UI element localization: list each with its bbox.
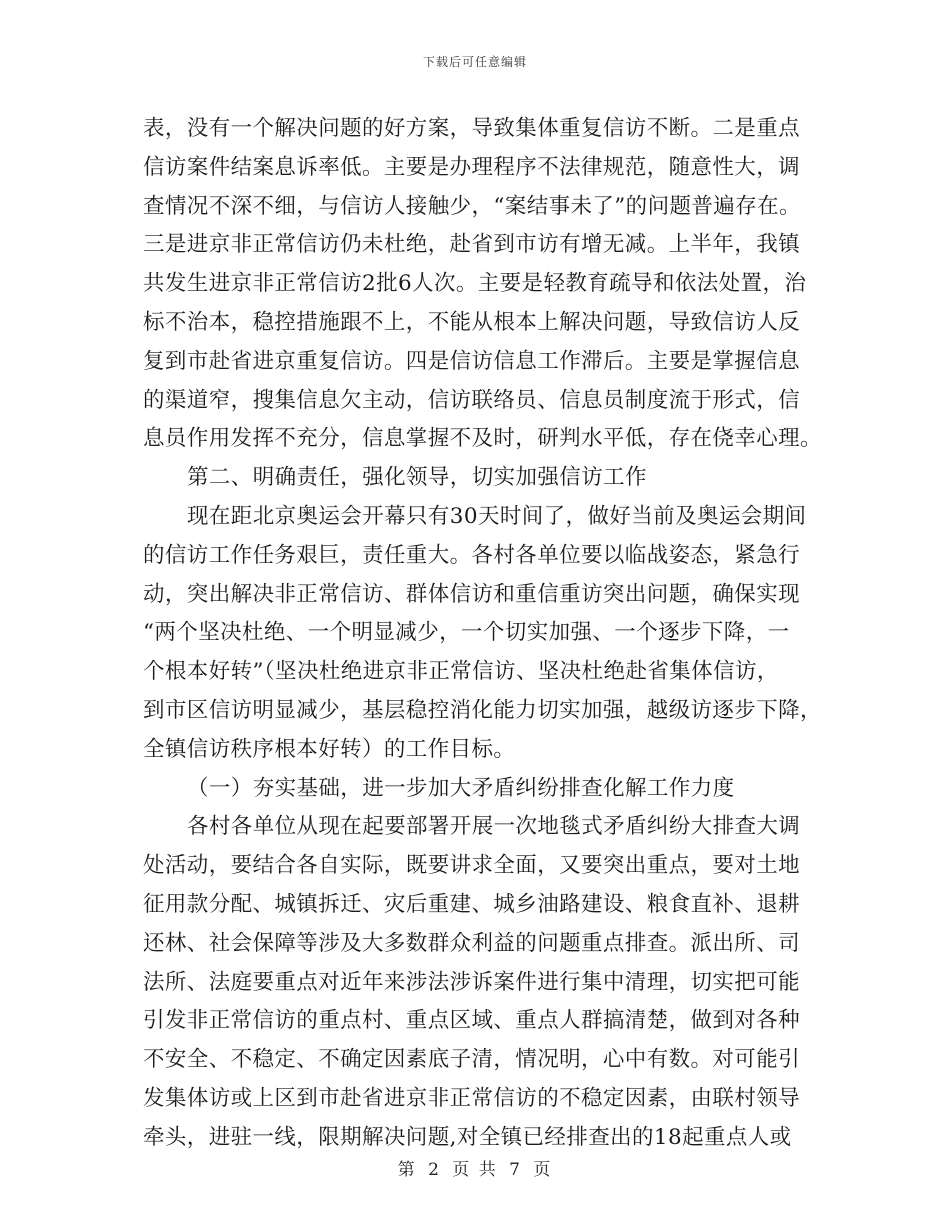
paragraph-line: 查情况不深不细，与信访人接触少，“案结事未了”的问题普遍存在。: [143, 193, 801, 219]
paragraph-line: 的信访工作任务艰巨，责任重大。各村各单位要以临战姿态，紧急行: [143, 542, 801, 568]
paragraph-line: 共发生进京非正常信访2批6人次。主要是轻教育疏导和依法处置，治: [143, 271, 807, 297]
page-total: 7: [509, 1160, 522, 1180]
paragraph-line: 到市区信访明显减少，基层稳控消化能力切实加强，越级访逐步下降，: [143, 697, 822, 723]
page-label-prefix: 第: [397, 1160, 417, 1180]
document-body: [143, 110, 822, 1158]
paragraph-line: 现在距北京奥运会开幕只有30天时间了，做好当前及奥运会期间: [187, 503, 807, 529]
page-footer: [0, 1155, 950, 1180]
page-label-suffix: 页: [533, 1160, 553, 1180]
paragraph-line: 发集体访或上区到市赴省进京非正常信访的不稳定因素，由联村领导: [143, 1085, 801, 1111]
paragraph-line: 征用款分配、城镇拆迁、灾后重建、城乡油路建设、粮食直补、退耕: [143, 891, 801, 917]
paragraph-line: “两个坚决杜绝、一个明显减少，一个切实加强、一个逐步下降，一: [143, 620, 790, 646]
subsection-heading: （一）夯实基础，进一步加大矛盾纠纷排查化解工作力度: [187, 775, 735, 801]
paragraph-line: 各村各单位从现在起要部署开展一次地毯式矛盾纠纷大排查大调: [187, 814, 801, 840]
paragraph-line: 还林、社会保障等涉及大多数群众利益的问题重点排查。派出所、司: [143, 930, 801, 956]
paragraph-line: 三是进京非正常信访仍未杜绝，赴省到市访有增无减。上半年，我镇: [143, 232, 801, 258]
paragraph-line: 复到市赴省进京重复信访。四是信访信息工作滞后。主要是掌握信息: [143, 348, 801, 374]
paragraph-line: 标不治本，稳控措施跟不上，不能从根本上解决问题，导致信访人反: [143, 309, 801, 335]
paragraph-line: 引发非正常信访的重点村、重点区域、重点人群搞清楚，做到对各种: [143, 1008, 801, 1034]
paragraph-line: 牵头，进驻一线，限期解决问题,对全镇已经排查出的18起重点人或: [143, 1124, 792, 1150]
page-current: 2: [428, 1160, 441, 1180]
header-note: 下载后可任意编辑: [422, 55, 527, 69]
paragraph-line: 息员作用发挥不充分，信息掌握不及时，研判水平低，存在侥幸心理。: [143, 426, 822, 452]
paragraph-line: 法所、法庭要重点对近年来涉法涉诉案件进行集中清理，切实把可能: [143, 969, 801, 995]
paragraph-line: 不安全、不稳定、不确定因素底子清，情况明，心中有数。对可能引: [143, 1047, 801, 1073]
page-label-middle: 页 共: [452, 1160, 498, 1180]
paragraph-line: 处活动，要结合各自实际，既要讲求全面，又要突出重点，要对土地: [143, 853, 801, 879]
paragraph-line: 信访案件结案息诉率低。主要是办理程序不法律规范，随意性大，调: [143, 154, 801, 180]
paragraph-line: 表，没有一个解决问题的好方案，导致集体重复信访不断。二是重点: [143, 116, 801, 141]
paragraph-line: 全镇信访秩序根本好转）的工作目标。: [143, 736, 516, 762]
paragraph-line: 的渠道窄，搜集信息欠主动，信访联络员、信息员制度流于形式，信: [143, 387, 801, 413]
paragraph-line: 个根本好转”（坚决杜绝进京非正常信访、坚决杜绝赴省集体信访，: [143, 659, 779, 685]
section-heading: 第二、明确责任，强化领导，切实加强信访工作: [187, 465, 647, 491]
paragraph-line: 动，突出解决非正常信访、群体信访和重信重访突出问题，确保实现: [143, 581, 801, 607]
